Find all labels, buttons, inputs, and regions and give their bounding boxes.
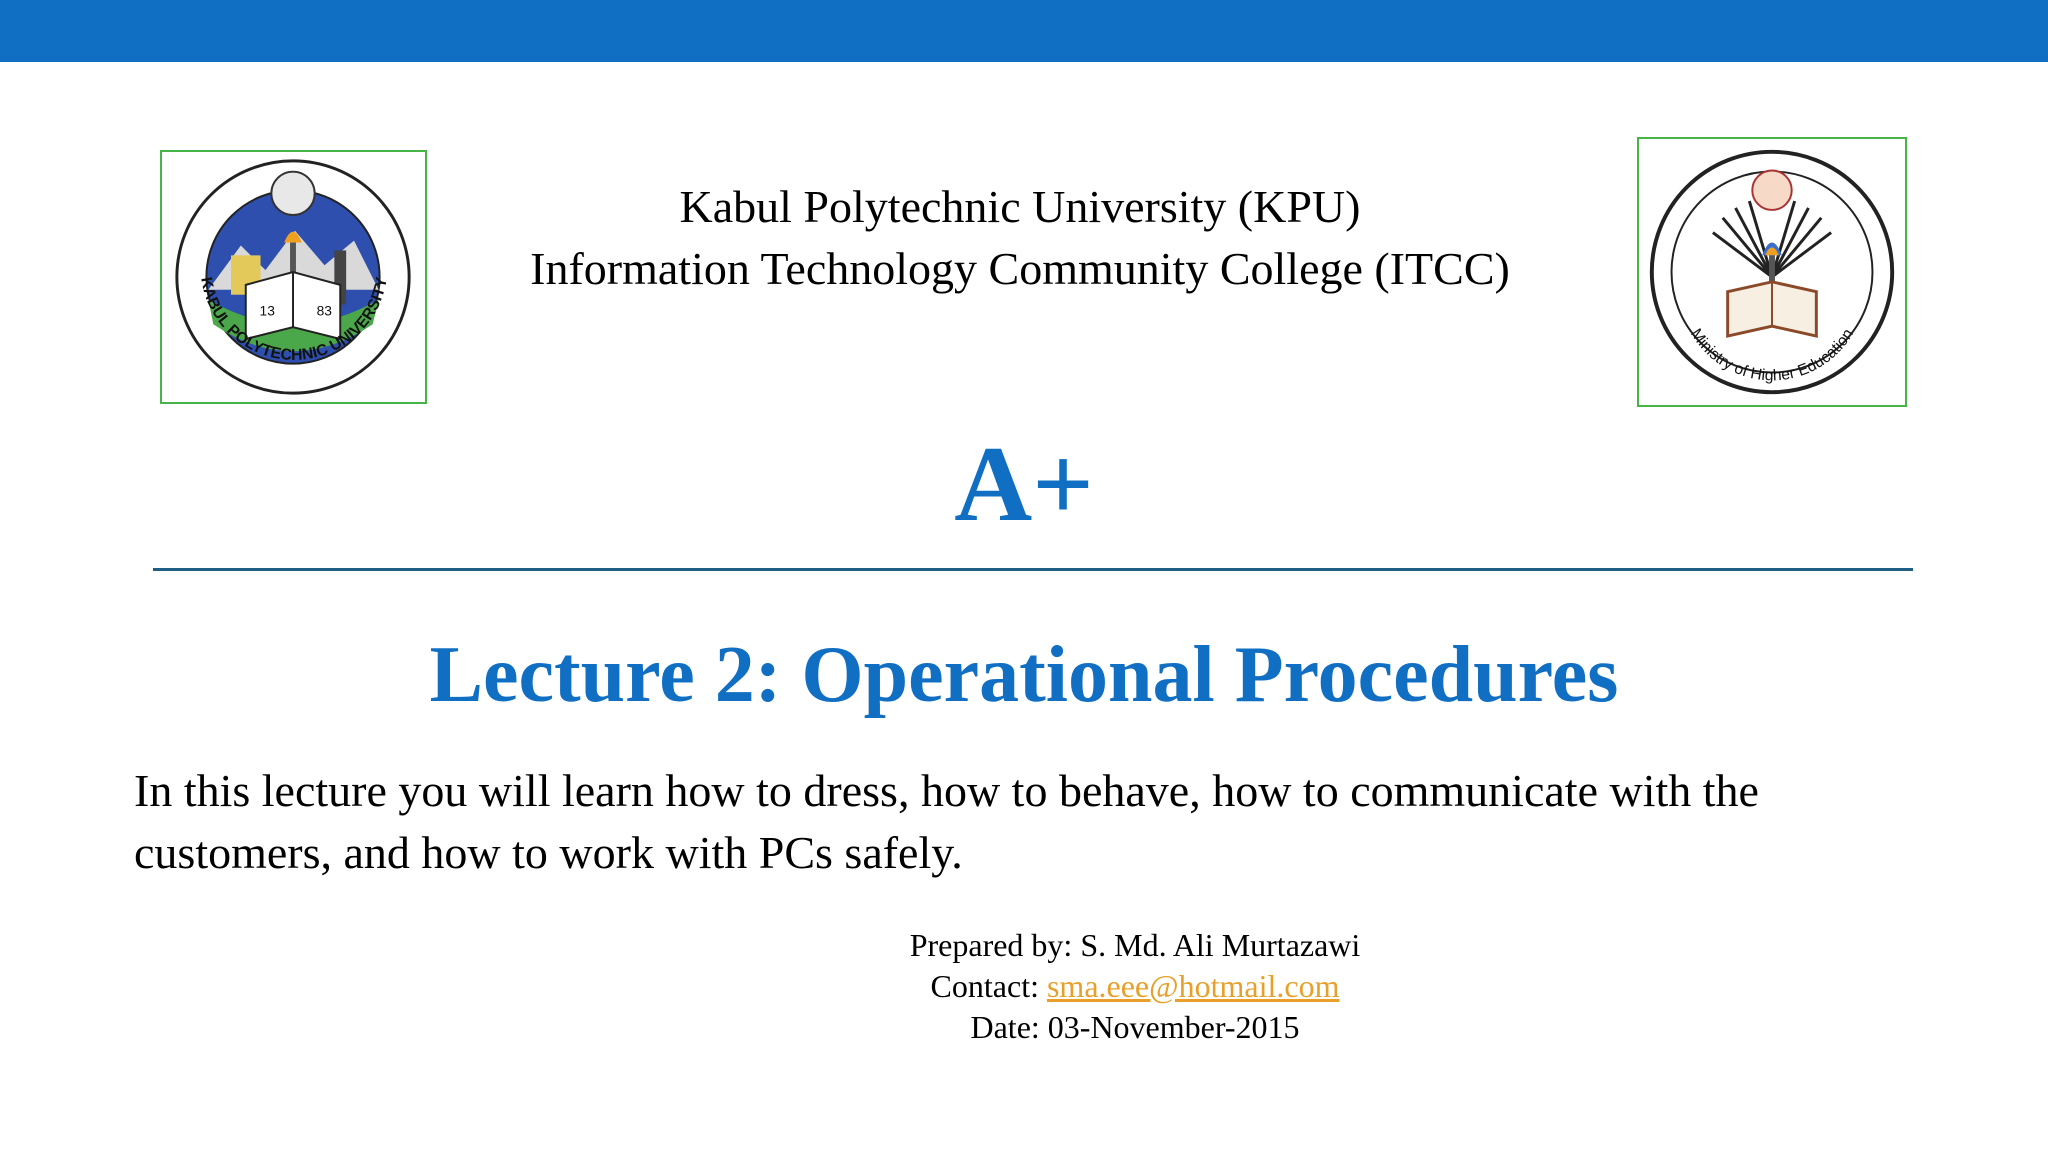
contact-label: Contact: [930,968,1047,1004]
kpu-seal-text: KABUL POLYTECHNIC UNIVERSITY [197,275,391,365]
date-line: Date: 03-November-2015 [970,1009,1300,1045]
contact-line [830,966,1440,1007]
kpu-year-right: 83 [316,303,332,319]
ministry-logo [1637,137,1907,407]
college-name: Information Technology Community College (ITCC) [530,243,1510,294]
title-divider [153,568,1913,571]
lecture-title: Lecture 2: Operational Procedures [429,631,1619,719]
prepared-by: Prepared by: S. Md. Ali Murtazawi [909,927,1361,963]
lecture-description: In this lecture you will learn how to dress, how to behave, how to communicate with the customers, and how to work with PCs safely. [134,765,1759,878]
top-accent-bar [0,0,2048,62]
ministry-seal-icon [1639,139,1905,405]
credits-block [830,925,1440,1048]
university-name: Kabul Polytechnic University (KPU) [679,181,1361,232]
institution-header [380,176,1660,300]
ministry-seal-text: Ministry of Higher Education [1687,325,1857,385]
email-link[interactable]: sma.eee@hotmail.com [1046,968,1340,1004]
course-title: A+ [954,425,1094,544]
kpu-year-left: 13 [259,303,275,319]
